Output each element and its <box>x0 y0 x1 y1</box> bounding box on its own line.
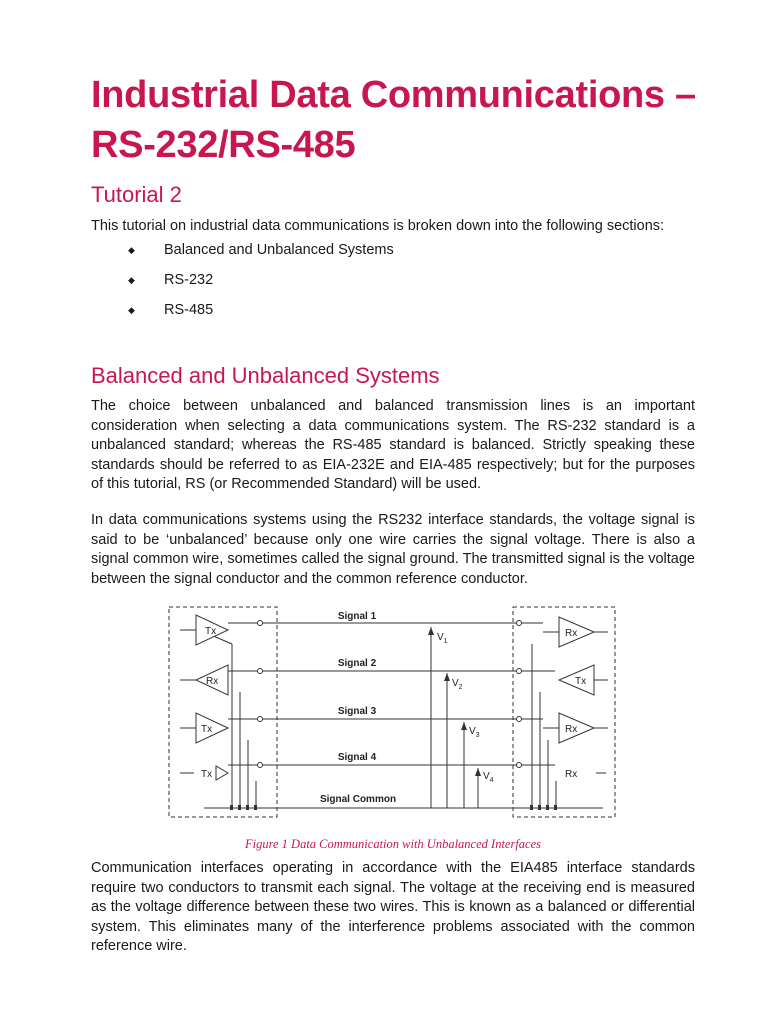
signal-label: Signal 4 <box>337 752 377 763</box>
page-title-line-2: RS-232/RS-485 <box>91 124 356 166</box>
device-label: Rx <box>206 676 219 687</box>
device-label: Rx <box>565 628 578 639</box>
device-label: Tx <box>575 676 587 687</box>
bullet-diamond-icon: ◆ <box>128 305 135 315</box>
bullet-diamond-icon: ◆ <box>128 275 135 285</box>
figure-caption: Figure 1 Data Communication with Unbalanced Interfaces <box>244 837 542 851</box>
signal-label: Signal 3 <box>337 706 377 717</box>
device-label: Tx <box>201 769 213 780</box>
list-item-label: RS-232 <box>164 272 214 288</box>
section-heading: Balanced and Unbalanced Systems <box>91 363 440 388</box>
signal-label: Signal 2 <box>337 658 377 669</box>
voltage-label: $V_1$ <box>437 632 448 645</box>
device-label: Rx <box>565 724 578 735</box>
voltage-label: $V_2$ <box>452 678 463 691</box>
bullet-diamond-icon: ◆ <box>128 245 135 255</box>
voltage-label: $V_3$ <box>469 726 480 739</box>
signal-label: Signal 1 <box>337 611 377 622</box>
voltage-label: $V_4$ <box>483 771 494 784</box>
list-item-label: RS-485 <box>164 302 214 318</box>
tx-driver-icon <box>216 766 228 780</box>
body-paragraph-3: Communication interfaces operating in accordance with the EIA485 interface standards require two conductors to transmit each signal. The voltage at the receiving end is measured as the voltage difference between these two wires. This is known as a balanced or differential system. This eliminates many of the interference problems associated with the common reference wire. <box>91 860 695 954</box>
device-label: Tx <box>205 626 217 637</box>
tutorial-subtitle: Tutorial 2 <box>91 182 182 207</box>
list-item-label: Balanced and Unbalanced Systems <box>164 242 394 258</box>
signal-common-label: Signal Common <box>319 794 397 805</box>
device-label: Tx <box>201 724 213 735</box>
body-paragraph-1: The choice between unbalanced and balanced transmission lines is an important consideration when selecting a data communications system. The RS-232 standard is a unbalanced standard; whereas the RS-485 standard is balanced. Strictly speaking these standards should be referred to as EIA-232E and EIA-485 respectively; but for the purposes of this tutorial, RS (or Recommended Standard) will be used. <box>91 398 695 492</box>
body-paragraph-2: In data communications systems using the RS232 interface standards, the voltage signal is said to be ‘unbalanced’ because only one wire carries the signal voltage. There is also a signal common wire, sometimes called the signal ground. The transmitted signal is the voltage between the signal conductor and the common reference conductor. <box>91 512 695 587</box>
device-label: Rx <box>565 769 578 780</box>
page-title-line-1: Industrial Data Communications – <box>91 74 696 116</box>
left-device-boundary <box>169 607 277 817</box>
intro-paragraph: This tutorial on industrial data communications is broken down into the following sections: <box>91 218 665 234</box>
